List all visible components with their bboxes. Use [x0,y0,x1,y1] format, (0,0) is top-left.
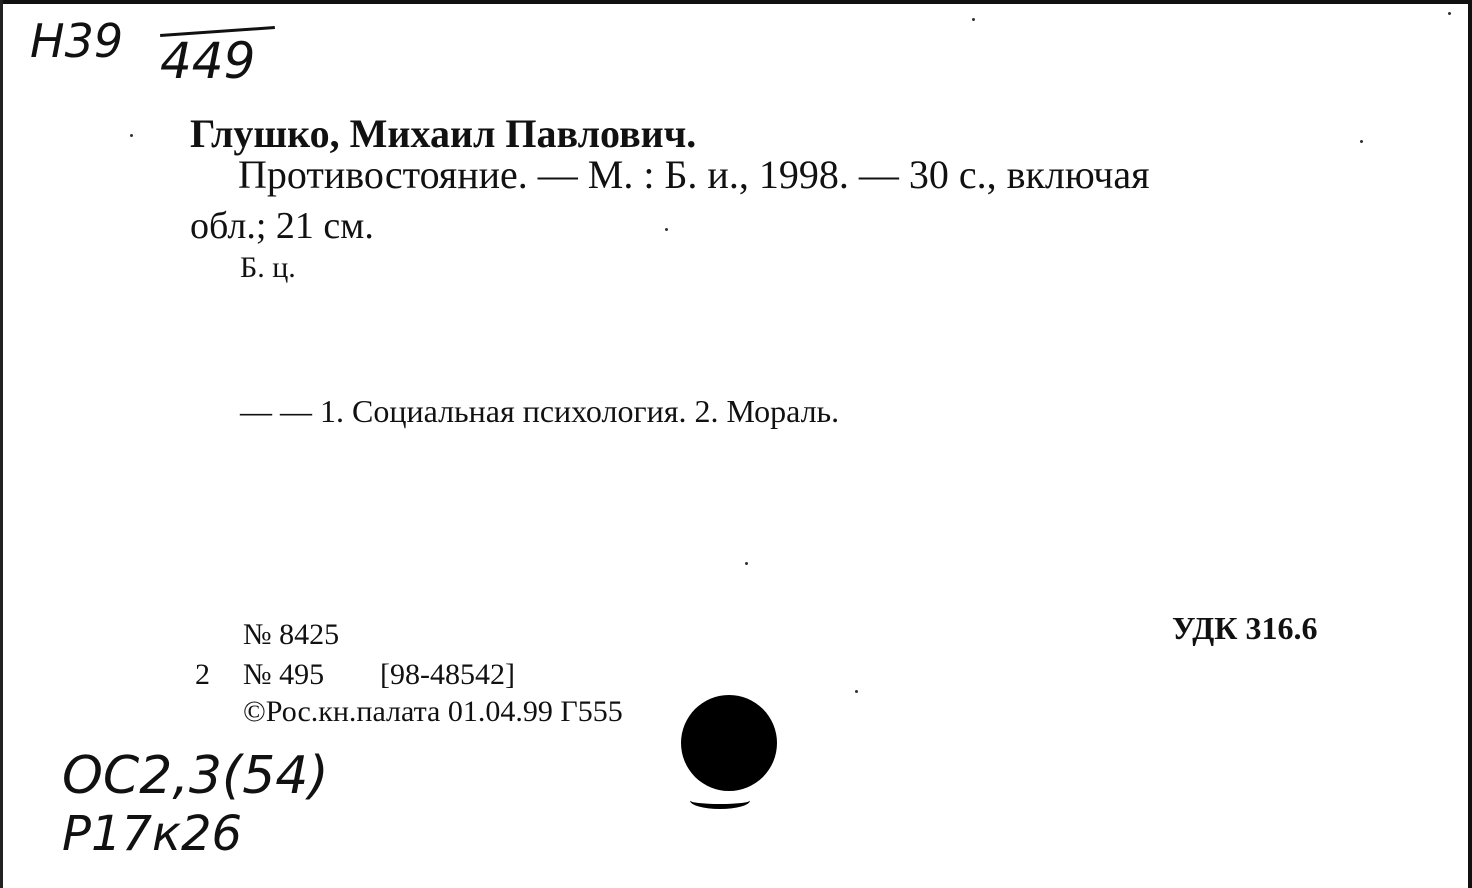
speck [665,228,668,231]
title-statement: Противостояние. — М. : Б. и., 1998. — 30 с., включая [238,152,1150,197]
punch-hole [681,695,777,791]
bracket-number: [98-48542] [380,658,515,691]
card-right-edge [1468,0,1472,888]
punch-hole-shadow [690,792,750,809]
author-heading: Глушко, Михаил Павлович. [190,111,697,156]
subject-headings: — — 1. Социальная психология. 2. Мораль. [240,393,840,429]
speck [1448,12,1451,15]
handwritten-top-number: 449 [160,32,256,90]
speck [1360,140,1363,143]
card-top-edge [0,0,1472,4]
handwritten-top-code: Н39 [30,14,124,68]
record-number: № 8425 [243,618,340,651]
speck [855,690,858,693]
copy-count: 2 [195,658,210,691]
price-note: Б. ц. [240,251,296,284]
speck [745,562,748,565]
copyright-line: ©Рос.кн.палата 01.04.99 Г555 [243,695,623,728]
handwritten-class-code: ОС2,3(54) [62,746,329,806]
speck [130,134,133,137]
card-left-edge [0,0,3,888]
handwritten-shelf-code: Р17к26 [62,806,243,862]
speck [972,18,975,21]
udk-code: УДК 316.6 [1172,610,1318,646]
extent-statement: обл.; 21 см. [190,205,374,247]
registration-number: № 495 [243,658,325,691]
